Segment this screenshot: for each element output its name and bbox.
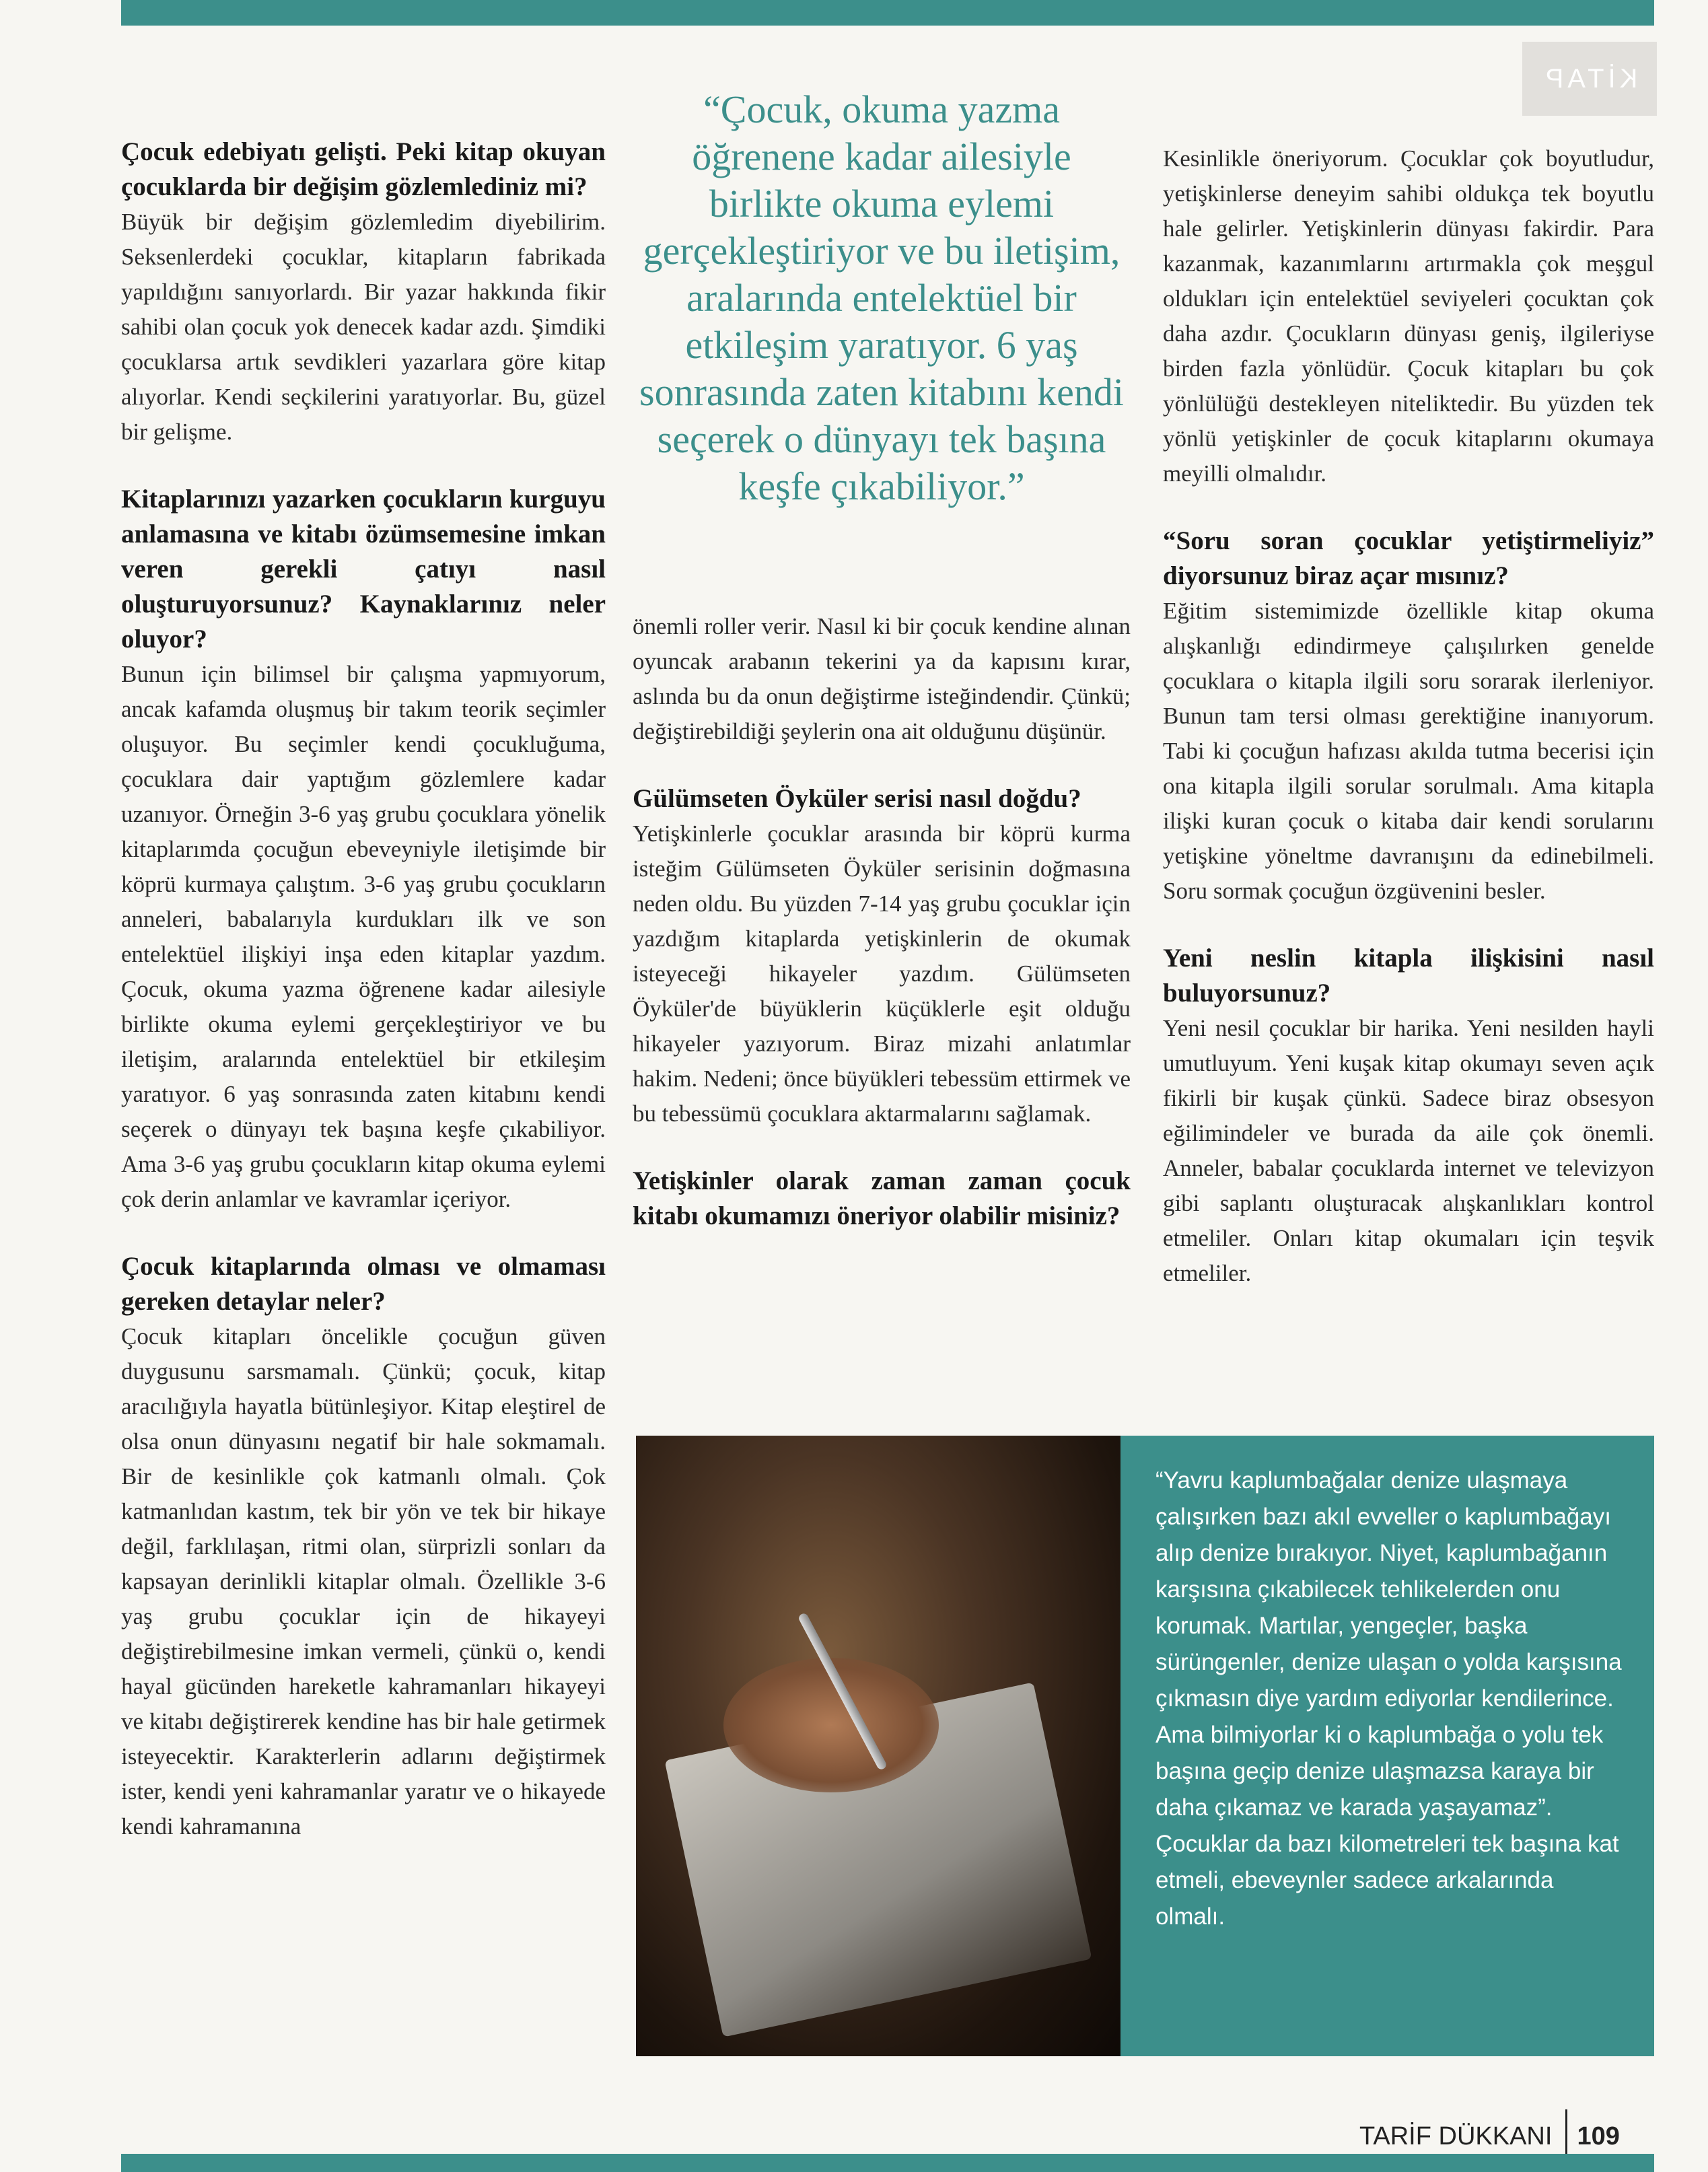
teal-quote-box [1120, 1436, 1654, 2056]
question-4: Gülümseten Öyküler serisi nasıl doğdu? [633, 784, 1081, 813]
writing-hand-photo [636, 1436, 1120, 2056]
question-7: Yeni neslin kitapla ilişkisini nasıl buluyorsunuz? [1163, 944, 1654, 1008]
right-column [1163, 141, 1654, 1323]
question-2: Kitaplarınızı yazarken çocukların kurguyu anlamasına ve kitabı özümsemesine imkan veren gerekli çatıyı nasıl oluşturuyorsunuz? Kaynaklarınız neler oluyor? [121, 485, 606, 654]
answer-3: Çocuk kitapları öncelikle çocuğun güven duygusunu sarsmamalı. Çünkü; çocuk, kitap aracılığıyla hayatla bütünleşiyor. Kitap eleştirel de olsa onun dünyasını negatif bir hale sokmamalı. Bir de kesinlikle çok katmanlı olmalı. Çok katmanlıdan kastım, tek bir yön ve tek bir hikaye değil, farklılaşan, ritmi olan, sürprizli sonları da kapsayan derinlikli kitaplar olmalı. Özellikle 3-6 yaş grubu çocuklar için de hikayeyi değiştirebilmesine imkan vermeli, çünkü o, kendi hayal gücünden hareketle kahramanları hikayeyi ve kitabı değiştirerek kendine has bir hale getirmek isteyecektir. Karakterlerin adlarını değiştirmek ister, kendi yeni kahramanlar yaratır ve o hikayede kendi kahramanına [121, 1323, 606, 1840]
answer-2: Bunun için bilimsel bir çalışma yapmıyorum, ancak kafamda oluşmuş bir takım teorik seçimler oluşuyor. Bu seçimler kendi çocukluğuma, çocuklara dair yaptığım gözlemlere kadar uzanıyor. Örneğin 3-6 yaş grubu çocuklara yönelik kitaplarımda çocuğun ebeveyniyle iletişimde bir köprü kurmaya çalıştım. 3-6 yaş grubu çocukların anneleri, babalarıyla kurdukları ilk ve son entelektüel ilişkiyi inşa eden kitaplar yazdım. Çocuk, okuma yazma öğrenene kadar ailesiyle birlikte okuma eylemi gerçekleştiriyor ve bu iletişim, aralarında entelektüel bir etkileşim yaratıyor. 6 yaş sonrasında zaten kitabını kendi seçerek o dünyayı tek başına keşfe çıkabiliyor. Ama 3-6 yaş grubu çocukların kitap okuma eylemi çok derin anlamlar ve kavramlar içeriyor. [121, 661, 606, 1212]
question-5: Yetişkinler olarak zaman zaman çocuk kitabı okumamızı öneriyor olabilir misiniz? [633, 1166, 1131, 1230]
teal-box-quote: “Yavru kaplumbağalar denize ulaşmaya çalışırken bazı akıl evveller o kaplumbağayı alıp denize bırakıyor. Niyet, kaplumbağanın karşısına çıkabilecek tehlikelerden onu korumak. Martılar, yengeçler, başka sürüngenler, denize ulaşan o yolda karşısına çıkmasın diye yardım ediyorlar kendilerince. Ama bilmiyorlar ki o kaplumbağa o yolu tek başına geçip denize ulaşmazsa karaya bir daha çıkamaz ve karada yaşayamaz”. Çocuklar da bazı kilometreleri tek başına kat etmeli, ebeveynler sadece arkalarında olmalı. [1155, 1467, 1622, 1930]
question-6: “Soru soran çocuklar yetiştirmeliyiz” diyorsunuz biraz açar mısınız? [1163, 526, 1654, 590]
pull-quote: “Çocuk, okuma yazma öğrenene kadar ailesiyle birlikte okuma eylemi gerçekleştiriyor ve bu iletişim, aralarında entelektüel bir etkileşim yaratıyor. 6 yaş sonrasında zaten kitabını kendi seçerek o dünyayı tek başına keşfe çıkabiliyor.” [639, 87, 1124, 508]
answer-7: Yeni nesil çocuklar bir harika. Yeni nesilden hayli umutluyum. Yeni kuşak kitap okumayı seven açık fikirli bir kuşak çünkü. Sadece biraz obsesyon eğilimindeler ve burada da aile çok önemli. Anneler, babalar çocuklarda internet ve televizyon gibi saplantı oluşturacak alışkanlıkları kontrol etmeliler. Onları kitap okumaları için teşvik etmeliler. [1163, 1015, 1654, 1286]
left-column [121, 135, 606, 1877]
top-color-band [121, 0, 1654, 26]
answer-3-continued: önemli roller verir. Nasıl ki bir çocuk kendine alınan oyuncak arabanın tekerini ya da kapısını kırar, aslında bu da onun değiştirme isteğindendir. Çünkü; değiştirebildiği şeylerin ona ait olduğunu düşünür. [633, 613, 1131, 744]
magazine-name: TARİF DÜKKANI [1359, 2122, 1553, 2150]
section-tab: KİTAP [1522, 42, 1657, 116]
bottom-color-band [121, 2154, 1654, 2172]
middle-column [633, 609, 1131, 1234]
answer-5: Kesinlikle öneriyorum. Çocuklar çok boyutludur, yetişkinlerse deneyim sahibi oldukça tek boyutlu hale gelirler. Yetişkinlerin dünyası fakirdir. Para kazanmak, kazanımlarını artırmakla çok meşgul oldukları için entelektüel seviyeleri çocuktan çok daha azdır. Çocukların dünyası geniş, ilgileriyse birden fazla yönlüdür. Çocuk kitapları bu çok yönlülüğü destekleyen niteliktedir. Bu yüzden tek yönlü yetişkinler de çocuk kitaplarını okumaya meyilli olmalıdır. [1163, 145, 1654, 487]
question-3: Çocuk kitaplarında olması ve olmaması gereken detaylar neler? [121, 1252, 606, 1316]
page-footer [1359, 2120, 1620, 2152]
answer-6: Eğitim sistemimizde özellikle kitap okuma alışkanlığı edindirmeye çalışılırken genelde çocuklara o kitapla ilgili soru sorarak ilerleniyor. Bunun tam tersi olması gerektiğine inanıyorum. Tabi ki çocuğun hafızası akılda tutma becerisi için ona kitapla ilgili sorular sorulmalı. Ama kitapla ilişki kuran çocuk o kitaba dair kendi sorularını yetişkine yöneltme davranışını da edinebilmeli. Soru sormak çocuğun özgüvenini besler. [1163, 598, 1654, 904]
question-1: Çocuk edebiyatı gelişti. Peki kitap okuyan çocuklarda bir değişim gözlemlediniz mi? [121, 137, 606, 201]
page-number: 109 [1577, 2122, 1620, 2150]
answer-1: Büyük bir değişim gözlemledim diyebilirim. Seksenlerdeki çocuklar, kitapların fabrikada yapıldığını sanıyorlardı. Bir yazar hakkında fikir sahibi olan çocuk yok denecek kadar azdı. Şimdiki çocuklarsa artık sevdikleri yazarlara göre kitap alıyorlar. Kendi seçkilerini yaratıyorlar. Bu, güzel bir gelişme. [121, 209, 606, 445]
answer-4: Yetişkinlerle çocuklar arasında bir köprü kurma isteğim Gülümseten Öyküler serisinin doğmasına neden oldu. Bu yüzden 7-14 yaş grubu çocuklar için yazdığım kitaplarda yetişkinlerin de okumak isteyeceği hikayeler yazdım. Gülümseten Öyküler'de büyüklerin küçüklerle eşit olduğu hikayeler yazıyorum. Biraz mizahi anlatımlar hakim. Nedeni; önce büyükleri tebessüm ettirmek ve bu tebessümü çocuklara aktarmalarını sağlamak. [633, 820, 1131, 1127]
